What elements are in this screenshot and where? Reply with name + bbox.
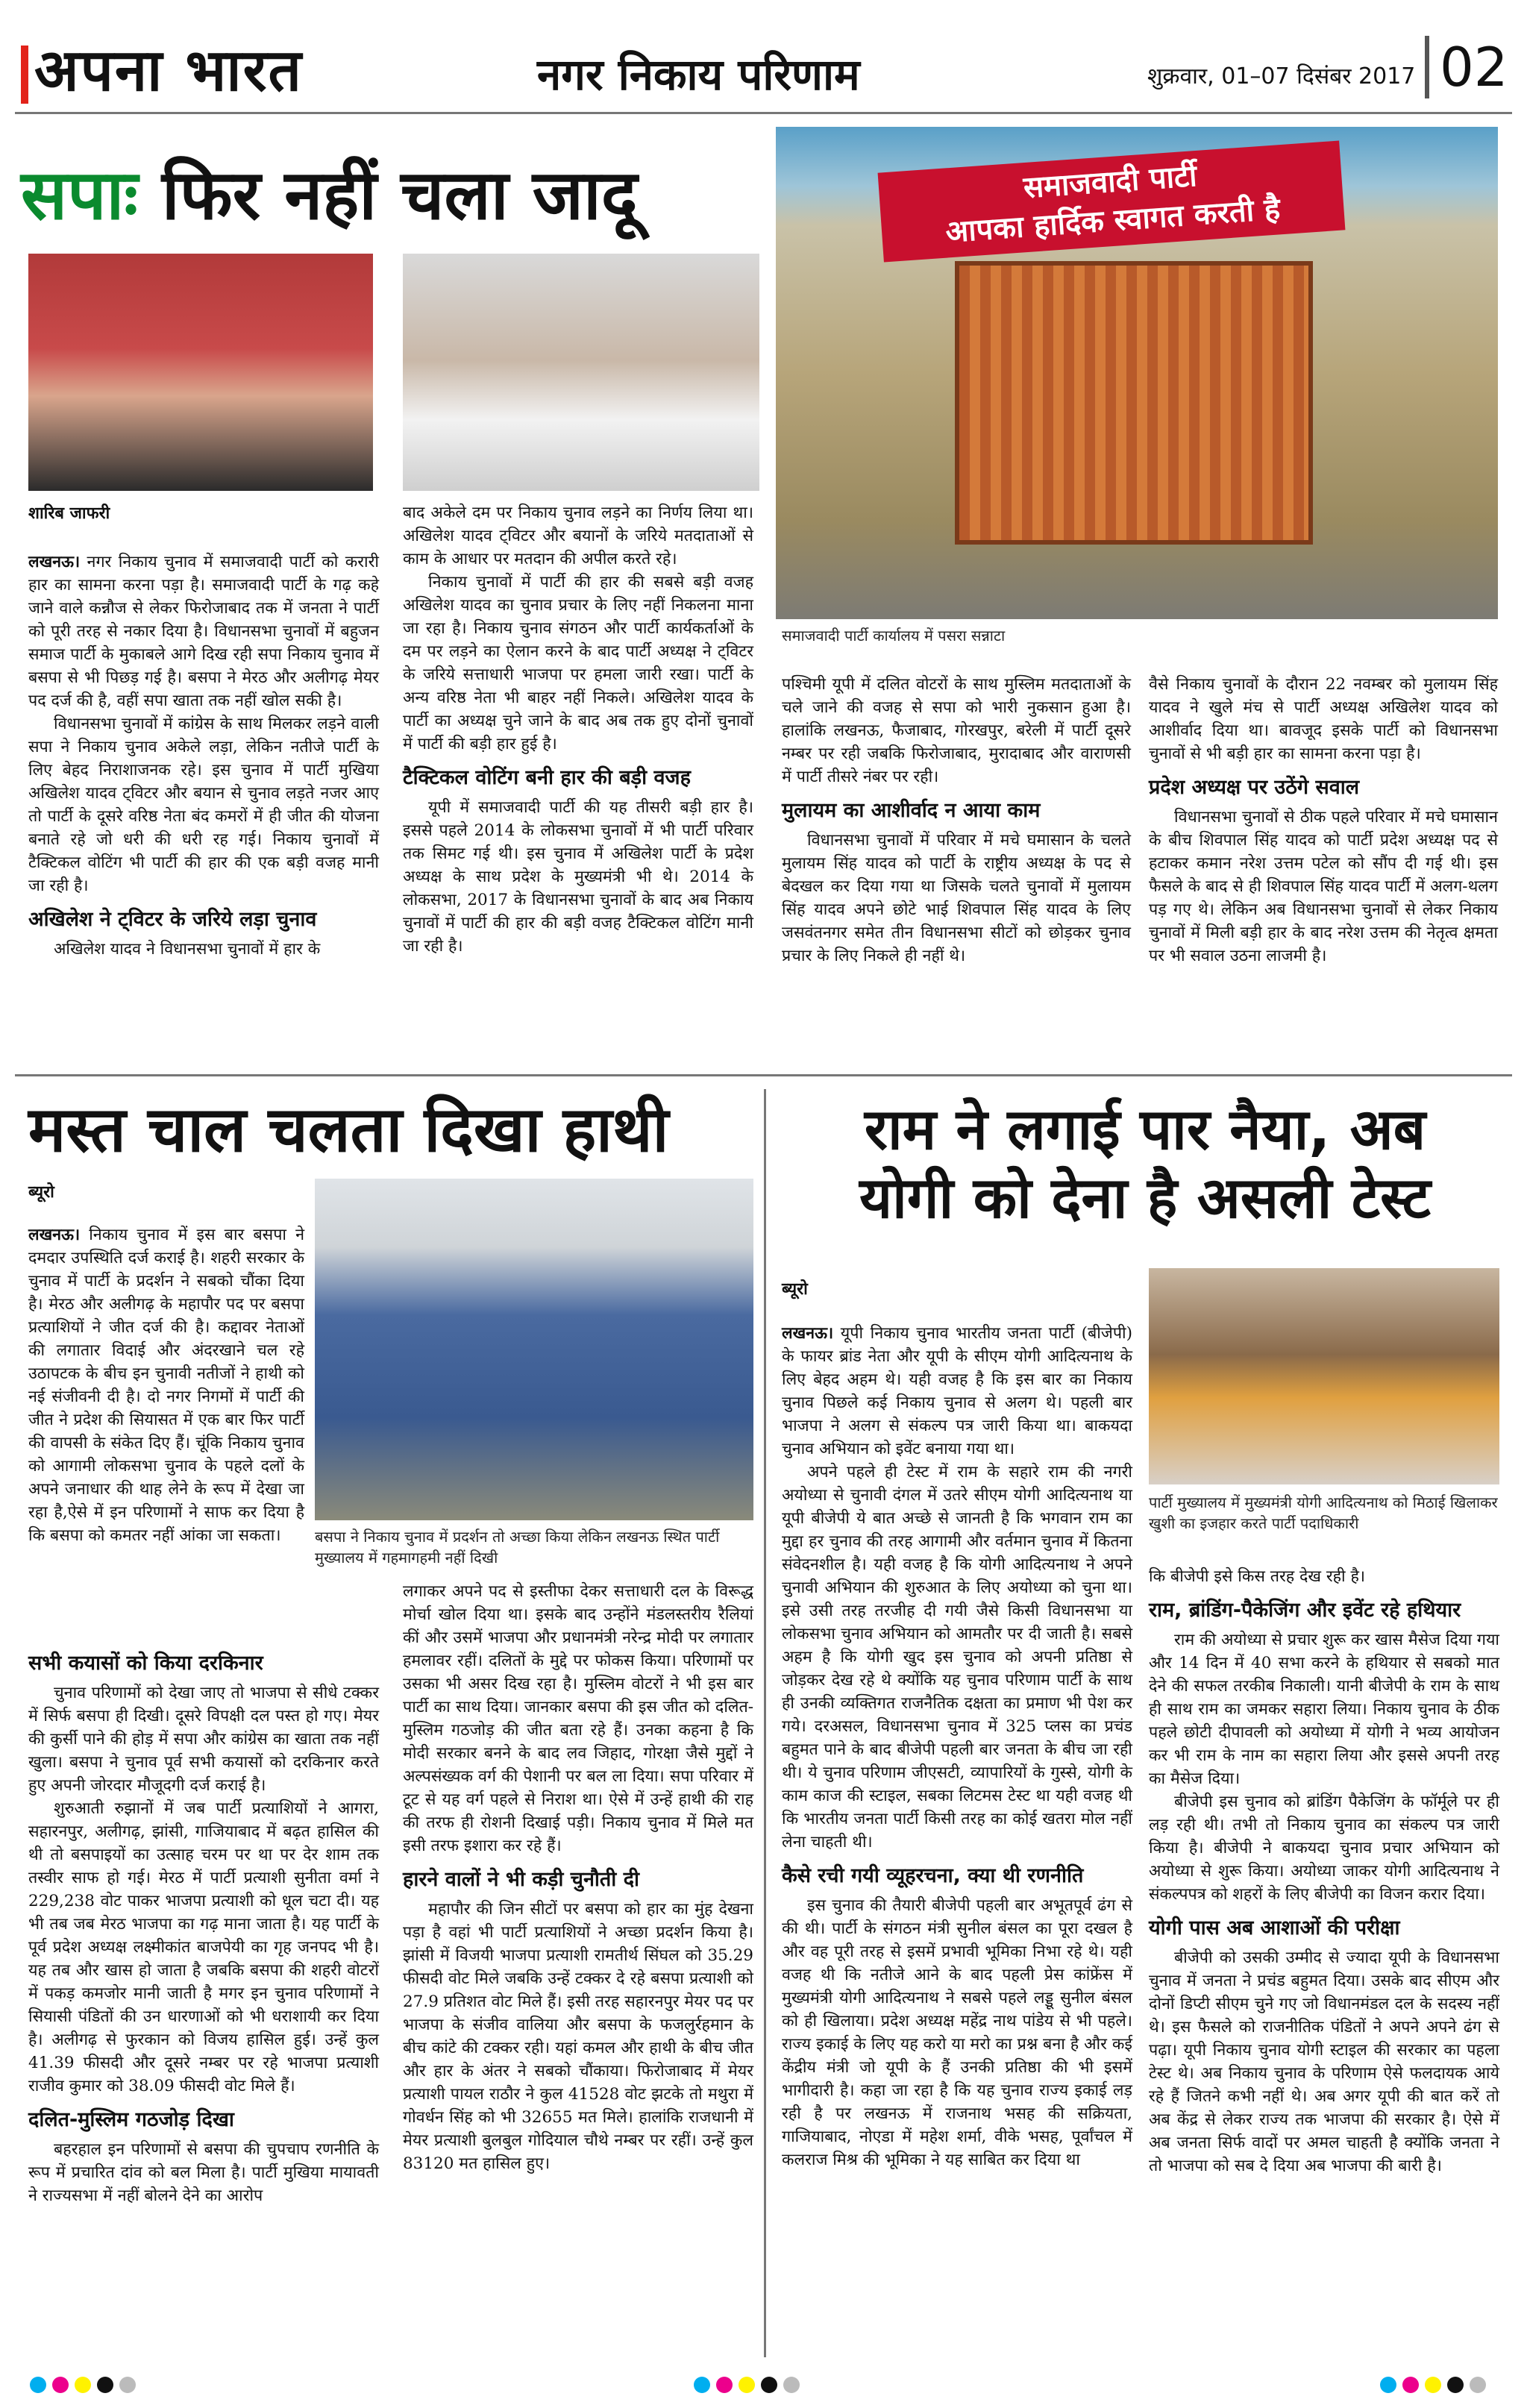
dot-black <box>761 2377 777 2393</box>
bjp-celebration-photo <box>1149 1268 1499 1484</box>
bsp-office-photo <box>315 1179 753 1520</box>
sp-office-caption: समाजवादी पार्टी कार्यालय में पसरा सन्नाटा <box>782 627 1006 645</box>
bsp-para: महापौर की जिन सीटों पर बसपा को हार का मुंह देखना पड़ा है वहां भी पार्टी प्रत्याशियों ने अच्छा प्रदर्शन किया है। झांसी में विजयी भाजपा प्रत्याशी रामतीर्थ सिंघल को 35.29 फीसदी वोट मिले जबकि उन्हें टक्कर दे रहे बसपा प्रत्याशी को 27.9 प्रतिशत वोट मिले हैं। इसी तरह सहारनपुर मेयर पद पर भाजपा के संजीव वालिया और बसपा के फजलुर्रहमान के बीच कांटे की टक्कर रही। यहां कमल और हाथी के बीच जीत और हार के अंतर ने सबको चौंकाया। फिरोजाबाद में मेयर प्रत्याशी पायल राठौर ने कुल 41528 वोट झटके तो मथुरा में गोवर्धन सिंह को भी 32655 मत मिले। हालांकि राजधानी में मेयर प्रत्याशी बुलबुल गोदियाल चौथे नम्बर पर रहीं। उन्हें कुल 83120 मत हासिल हुए। <box>403 1900 753 2173</box>
masthead-rule <box>15 112 1512 114</box>
dot-yellow <box>1425 2377 1441 2393</box>
registration-dots-center <box>694 2377 806 2393</box>
dot-cyan <box>694 2377 710 2393</box>
logo-red-bar <box>21 46 28 104</box>
sp-column-2 <box>403 501 753 958</box>
sp-subhead-mulayam: मुलायम का आशीर्वाद न आया काम <box>782 799 1041 822</box>
dot-magenta <box>52 2377 69 2393</box>
sp-para: वैसे निकाय चुनावों के दौरान 22 नवम्बर को मुलायम सिंह यादव ने खुले मंच से पार्टी अध्यक्ष अखिलेश यादव को आशीर्वाद दिया था। बावजूद इसके पार्टी को विधानसभा चुनावों से भी बड़ी हार का सामना करना पड़ा है। <box>1149 675 1498 763</box>
sp-para: अखिलेश यादव ने विधानसभा चुनावों में हार के <box>54 940 321 959</box>
bjp-para: बीजेपी इस चुनाव को ब्रांडिंग पैकेजिंग के फॉर्मूले पर ही लड़ रही थी। तभी तो निकाय चुनाव का संकल्प पत्र जारी किया है। बीजेपी ने बाकयदा चुनाव प्रचार अभियान को अयोध्या से शुरू किया। अयोध्या जाकर योगी आदित्यनाथ ने संकल्पपत्र को शहरों के लिए बीजेपी का विजन करार दिया। <box>1149 1793 1499 1904</box>
dot-yellow <box>739 2377 755 2393</box>
dot-cyan <box>1380 2377 1396 2393</box>
sp-column-4 <box>1149 673 1498 968</box>
sp-headline: सपाः फिर नहीं चला जादू <box>21 155 638 235</box>
sp-para: बाद अकेले दम पर निकाय चुनाव लड़ने का निर्णय लिया था। अखिलेश यादव ट्विटर और बयानों के जरिये मतदाताओं से काम के आधार पर मतदान की अपील करते रहे। <box>403 504 753 568</box>
sp-para: निकाय चुनावों में पार्टी की हार की सबसे बड़ी वजह अखिलेश यादव का चुनाव प्रचार के लिए नहीं निकलना माना जा रहा है। निकाय चुनाव संगठन और पार्टी कार्यकर्ताओं के दम पर लड़ने का ऐलान करने के बाद पार्टी अध्यक्ष ने ट्विटर के जरिये सत्ताधारी भाजपा पर हमला जारी रखा। पार्टी के अन्य वरिष्ठ नेता भी बाहर नहीं निकले। अखिलेश यादव के पार्टी का अध्यक्ष चुने जाने के बाद अब तक हुए दोनों चुनावों में पार्टी की बड़ी हार हुई है। <box>403 573 753 753</box>
dot-black <box>1447 2377 1464 2393</box>
office-sign: समाजवादी पार्टी आपका हार्दिक स्वागत करती है <box>878 141 1346 263</box>
bjp-column-2 <box>1149 1565 1499 2177</box>
bsp-column-2 <box>403 1580 753 2175</box>
page-number: 02 <box>1425 36 1508 98</box>
bsp-column-1b <box>28 1641 379 2207</box>
bsp-subhead-speculation: सभी कयासों को किया दरकिनार <box>28 1652 263 1675</box>
bsp-subhead-alliance: दलित-मुस्लिम गठजोड़ दिखा <box>28 2108 234 2131</box>
bsp-para: लखनऊ। निकाय चुनाव में इस बार बसपा ने दमदार उपस्थिति दर्ज कराई है। शहरी सरकार के चुनाव में पार्टी के प्रदर्शन ने सबको चौंका दिया है। मेरठ और अलीगढ़ के महापौर पद पर बसपा प्रत्याशियों ने जीत दर्ज की है। कद्दावर नेताओं की लगातार विदाई और अंदरखाने चल रहे उठापटक के बीच इन चुनावी नतीजों ने हाथी को नई संजीवनी दी है। दो नगर निगमों में पार्टी की जीत ने प्रदेश की सियासत में एक बार फिर पार्टी की वापसी के संकेत दिए हैं। चूंकि निकाय चुनाव को आगामी लोकसभा चुनाव के पहले दलों के अपने जनाधार की थाह लेने के रूप में देखा जा रहा है,ऐसे में इन परिणामों ने साफ कर दिया है कि बसपा को कमतर नहीं आंका जा सकता। <box>28 1226 304 1545</box>
dot-gray <box>1470 2377 1486 2393</box>
section-title: नगर निकाय परिणाम <box>537 49 860 100</box>
bsp-byline: ब्यूरो <box>28 1183 54 1202</box>
registration-dots-right <box>1380 2377 1492 2393</box>
bsp-para: शुरुआती रुझानों में जब पार्टी प्रत्याशियों ने आगरा, सहारनपुर, अलीगढ़, झांसी, गाजियाबाद में बढ़त हासिल की थी तो बसपाइयों का उत्साह चरम पर था पर देर शाम तक तस्वीर साफ हो गई। मेरठ में पार्टी प्रत्याशी सुनीता वर्मा ने 229,238 वोट पाकर भाजपा प्रत्याशी को धूल चटा दी। यह भी तब जब मेरठ भाजपा का गढ़ माना जाता है। यह पार्टी के पूर्व प्रदेश अध्यक्ष लक्ष्मीकांत बाजपेयी का गृह जनपद भी है। यह तब और खास हो जाता है जबकि बसपा की शहरी वोटरों में पकड़ कमजोर मानी जाती है मगर इन चुनाव परिणामों ने सियासी पंडितों की उन धारणाओं को भी धराशायी कर दिया है। अलीगढ़ से फुरकान को विजय हासिल हुई। उन्हें कुल 41.39 फीसदी और दूसरे नम्बर पर रहे भाजपा प्रत्याशी राजीव कुमार को 38.09 फीसदी वोट मिले हैं। <box>28 1799 379 2095</box>
bjp-para: अपने पहले ही टेस्ट में राम के सहारे राम की नगरी अयोध्या से चुनावी दंगल में उतरे सीएम योगी आदित्यनाथ या यूपी बीजेपी ये बात अच्छे से जानती है कि भगवान राम का मुद्दा हर चुनाव की तरह आगामी और वर्तमान चुनाव में कितना संवेदनशील है। यही वजह है कि योगी आदित्यनाथ ने अपने चुनावी अभियान की शुरुआत के लिए अयोध्या को चुना था। इसे उसी तरह तरजीह दी गयी जैसे किसी विधानसभा या लोकसभा चुनाव अभियान को आमतौर पर दी जाती है। सबसे अहम है कि योगी खुद इस चुनाव को अपनी प्रतिष्ठा से जोड़कर देख रहे थे क्योंकि यह चुनाव परिणाम पार्टी के साथ ही उनकी व्यक्तिगत राजनैतिक दक्षता का प्रमाण भी पेश कर गये। दरअसल, विधानसभा चुनाव में 325 प्लस का प्रचंड बहुमत पाने के बाद बीजेपी पहली बार जनता के बीच जा रही थी। ये चुनाव परिणाम जीएसटी, व्यापारियों के गुस्से, योगी के काम काज की स्टाइल, सबका लिटमस टेस्ट था यही वजह थी कि भारतीय जनता पार्टी किसी तरह का कोई खतरा मोल नहीं लेना चाहती थी। <box>782 1463 1132 1852</box>
sp-subhead-twitter: अखिलेश ने ट्विटर के जरिये लड़ा चुनाव <box>28 908 317 931</box>
bjp-para: कि बीजेपी इसे किस तरह देख रही है। <box>1149 1567 1366 1586</box>
masthead-logo: अपना भारत <box>21 28 303 107</box>
bsp-para: चुनाव परिणामों को देखा जाए तो भाजपा से सीधे टक्कर में सिर्फ बसपा ही दिखी। दूसरे विपक्षी दल पस्त हो गए। मेयर की कुर्सी पाने की होड़ में सपा और कांग्रेस का खाता तक नहीं खुला। बसपा ने चुनाव पूर्व सभी कयासों को दरकिनार करते हुए अपनी जोरदार मौजूदगी दर्ज कराई है। <box>28 1684 379 1795</box>
sp-office-photo <box>776 127 1498 619</box>
sp-para: विधानसभा चुनावों में कांग्रेस के साथ मिलकर लड़ने वाली सपा ने निकाय चुनाव अकेले लड़ा, लेकिन नतीजे पार्टी के लिए बेहद निराशाजनक रहे। इस चुनाव में पार्टी मुखिया अखिलेश यादव ट्विटर और बयान से चुनाव लड़ते नजर आए तो पार्टी के दूसरे वरिष्ठ नेता बंद कमरों में ही जीत की योजना बनाते रहे जो धरी की धरी रह गई। निकाय चुनावों में टैक्टिकल वोटिंग भी पार्टी की हार की एक बड़ी वजह मानी जा रही है। <box>28 715 379 895</box>
sp-column-3 <box>782 673 1131 968</box>
bsp-para: बहरहाल इन परिणामों से बसपा की चुपचाप रणनीति के रूप में प्रचारित दांव को बल मिला है। पार्टी मुखिया मायावती ने राज्यसभा में नहीं बोलने देने का आरोप <box>28 2140 379 2205</box>
sp-subhead-president: प्रदेश अध्यक्ष पर उठेंगे सवाल <box>1149 776 1360 799</box>
bsp-para: लगाकर अपने पद से इस्तीफा देकर सत्ताधारी दल के विरूद्ध मोर्चा खोल दिया था। इसके बाद उन्होंने मंडलस्तरीय रैलियां कीं और उसमें भाजपा और प्रधानमंत्री नरेन्द्र मोदी पर लगातार हमलावर रहीं। दलितों के मुद्दे पर फोकस किया। परिणामों पर उसका भी असर दिख रहा है। मुस्लिम वोटरों ने भी इस बार पार्टी का साथ दिया। जानकार बसपा की इस जीत को दलित-मुस्लिम गठजोड़ की जीत बता रहे हैं। उनका कहना है कि मोदी सरकार बनने के बाद लव जिहाद, गोरक्षा जैसे मुद्दों ने अल्पसंख्यक वर्ग की पेशानी पर बल ला दिया। सपा परिवार में टूट से यह वर्ग पहले से निराश था। ऐसे में उन्हें हाथी की राह की तरफ ही रोशनी दिखाई पड़ी। निकाय चुनाव में मिले मत इसी तरफ इशारा कर रहे हैं। <box>403 1582 753 1855</box>
bjp-para: इस चुनाव की तैयारी बीजेपी पहली बार अभूतपूर्व ढंग से की थी। पार्टी के संगठन मंत्री सुनील बंसल का पूरा दखल है और वह पूरी तरह से इसमें प्रभावी भूमिका निभा रहे थे। यही वजह थी कि नतीजे आने के बाद पहली प्रेस कांफ्रेंस में मुख्यमंत्री योगी आदित्यनाथ ने सबसे पहले लड्डू सुनील बंसल को ही खिलाया। प्रदेश अध्यक्ष महेंद्र नाथ पांडेय से भी पहले। राज्य इकाई के लिए यह करो या मरो का प्रश्न बना है और कई केंद्रीय मंत्री जो यूपी के हैं उनकी प्रतिष्ठा की भी इसमें भागीदारी है। कहा जा रहा है कि यह चुनाव राज्य इकाई लड़ रही है पर लखनऊ में राजनाथ भसह की सक्रियता, गाजियाबाद, नोएडा में महेश शर्मा, वीके भसह, पूर्वांचल में कलराज मिश्र की भूमिका ने यह साबित कर दिया था <box>782 1896 1132 2169</box>
section-divider <box>15 1074 1512 1076</box>
bsp-column-1a <box>28 1223 304 1547</box>
dot-yellow <box>75 2377 91 2393</box>
sp-byline: शारिब जाफरी <box>28 504 110 523</box>
bjp-byline: ब्यूरो <box>782 1280 808 1299</box>
office-gate <box>955 261 1313 545</box>
dot-magenta <box>716 2377 733 2393</box>
dot-gray <box>783 2377 800 2393</box>
dot-cyan <box>30 2377 46 2393</box>
sp-para: यूपी में समाजवादी पार्टी की यह तीसरी बड़ी हार है। इससे पहले 2014 के लोकसभा चुनावों में भी पार्टी परिवार तक सिमट गई थी। इस चुनाव में अखिलेश पार्टी के प्रदेश अध्यक्ष के साथ प्रदेश के मुख्यमंत्री भी थे। 2014 के लोकसभा, 2017 के विधानसभा चुनावों के बाद अब निकाय चुनावों में पार्टी की हार की बड़ी वजह टैक्टिकल वोटिंग मानी जा रही है। <box>403 798 753 956</box>
mulayam-photo <box>403 254 759 491</box>
registration-dots-left <box>30 2377 142 2393</box>
sp-para: पश्चिमी यूपी में दलित वोटरों के साथ मुस्लिम मतदाताओं के चले जाने की वजह से सपा को भारी नुकसान हुआ है। हालांकि लखनऊ, फैजाबाद, गोरखपुर, बरेली में पार्टी दूसरे नम्बर पर रही जबकि फिरोजाबाद, मुरादाबाद और वाराणसी में पार्टी तीसरे नंबर पर रही। <box>782 675 1131 786</box>
bsp-photo-caption: बसपा ने निकाय चुनाव में प्रदर्शन तो अच्छा किया लेकिन लखनऊ स्थित पार्टी मुख्यालय में गहमागहमी नहीं दिखी <box>315 1528 720 1567</box>
akhilesh-photo <box>28 254 373 491</box>
bjp-para: राम की अयोध्या से प्रचार शुरू कर खास मैसेज दिया गया और 14 दिन में 40 सभा करने के हथियार से सबको मात देने की सफल तरकीब निकाली। यानी बीजेपी के राम के साथ ही साथ राम का जमकर सहारा लिया। निकाय चुनाव के ठीक पहले छोटी दीपावली को अयोध्या में योगी ने भव्य आयोजन कर भी राम के नाम का सहारा लिया और इससे अपनी तरह का मैसेज दिया। <box>1149 1631 1499 1788</box>
bjp-subhead-strategy: कैसे रची गयी व्यूहरचना, क्या थी रणनीति <box>782 1864 1084 1887</box>
dot-gray <box>119 2377 136 2393</box>
issue-date: शुक्रवार, 01–07 दिसंबर 2017 <box>1147 63 1416 90</box>
dot-magenta <box>1402 2377 1419 2393</box>
dot-black <box>97 2377 113 2393</box>
sp-column-1 <box>28 551 379 961</box>
bjp-para: बीजेपी को उसकी उम्मीद से ज्यादा यूपी के विधानसभा चुनाव में जनता ने प्रचंड बहुमत दिया। उसके बाद सीएम और दोनों डिप्टी सीएम चुने गए जो विधानमंडल दल के सदस्य नहीं थे। इस फैसले को राजनीतिक पंडितों ने अपने अपने ढंग से पढ़ा। यूपी निकाय चुनाव योगी स्टाइल की सरकार का पहला टेस्ट थे। अब निकाय चुनाव के परिणाम ऐसे फलदायक आये रहे हैं जितने कभी नहीं थे। अब अगर यूपी की बात करें तो अब केंद्र से लेकर राज्य तक भाजपा की सरकार है। ऐसे में अब जनता सिर्फ वादों पर अमल चाहती है क्योंकि जनता ने तो भाजपा को सब दे दिया अब भाजपा की बारी है। <box>1149 1948 1499 2175</box>
sp-subhead-tactical: टैक्टिकल वोटिंग बनी हार की बड़ी वजह <box>403 766 691 789</box>
bjp-subhead-expectations: योगी पास अब आशाओं की परीक्षा <box>1149 1916 1400 1940</box>
column-divider <box>764 1089 766 2357</box>
sp-para: विधानसभा चुनावों में परिवार में मचे घमासान के चलते मुलायम सिंह यादव को पार्टी के राष्ट्रीय अध्यक्ष के पद से बेदखल कर दिया गया था जिसके चलते चुनावों में मुलायम सिंह यादव अपने छोटे भाई शिवपाल सिंह यादव के लिए जसवंतनगर समेत तीन विधानसभा सीटों को छोड़कर चुनाव प्रचार के लिए निकले ही नहीं थे। <box>782 831 1131 965</box>
sp-para: विधानसभा चुनावों से ठीक पहले परिवार में मचे घमासान के बीच शिवपाल सिंह यादव को पार्टी प्रदेश अध्यक्ष पद से हटाकर कमान नरेश उत्तम पटेल को सौंप दी गई थी। इस फैसले के बाद से ही शिवपाल सिंह यादव पार्टी में अलग-थलग पड़ गए थे। लेकिन अब विधानसभा चुनावों से लेकर निकाय चुनावों में मिली बड़ी हार के बाद नरेश उत्तम की नेतृत्व क्षमता पर भी सवाल उठना लाजमी है। <box>1149 808 1498 965</box>
bjp-subhead-branding: राम, ब्रांडिंग-पैकेजिंग और इवेंट रहे हथियार <box>1149 1599 1461 1622</box>
bjp-column-1 <box>782 1322 1132 2172</box>
bjp-headline: राम ने लगाई पार नैया, अब योगी को देना है असली टेस्ट <box>859 1096 1431 1231</box>
bjp-photo-caption: पार्टी मुख्यालय में मुख्यमंत्री योगी आदित्यनाथ को मिठाई खिलाकर खुशी का इजहार करते पार्टी पदाधिकारी <box>1149 1493 1498 1532</box>
bsp-subhead-losers: हारने वालों ने भी कड़ी चुनौती दी <box>403 1868 640 1891</box>
sp-para: लखनऊ। नगर निकाय चुनाव में समाजवादी पार्टी को करारी हार का सामना करना पड़ा है। समाजवादी पार्टी के गढ़ कहे जाने वाले कन्नौज से लेकर फिरोजाबाद तक में जनता ने पार्टी को पूरी तरह से नकार दिया है। विधानसभा चुनावों में बहुजन समाज पार्टी के मुकाबले आगे दिख रही सपा निकाय चुनाव में बसपा से भी पिछड़ गई है। बसपा ने मेरठ और अलीगढ़ मेयर पद दर्ज की है, वहीं सपा खाता तक नहीं खोल सकी है। <box>28 553 379 710</box>
bjp-para: लखनऊ। यूपी निकाय चुनाव भारतीय जनता पार्टी (बीजेपी) के फायर ब्रांड नेता और यूपी के सीएम योगी आदित्यनाथ के लिए बेहद अहम थे। यही वजह है कि इस बार का निकाय चुनाव पिछले कई निकाय चुनाव से अलग थे। पहली बार भाजपा ने अलग से संकल्प पत्र जारी किया था। बाकयदा चुनाव अभियान को इवेंट बनाया गया था। <box>782 1324 1132 1458</box>
bsp-headline: मस्त चाल चलता दिखा हाथी <box>28 1093 669 1166</box>
